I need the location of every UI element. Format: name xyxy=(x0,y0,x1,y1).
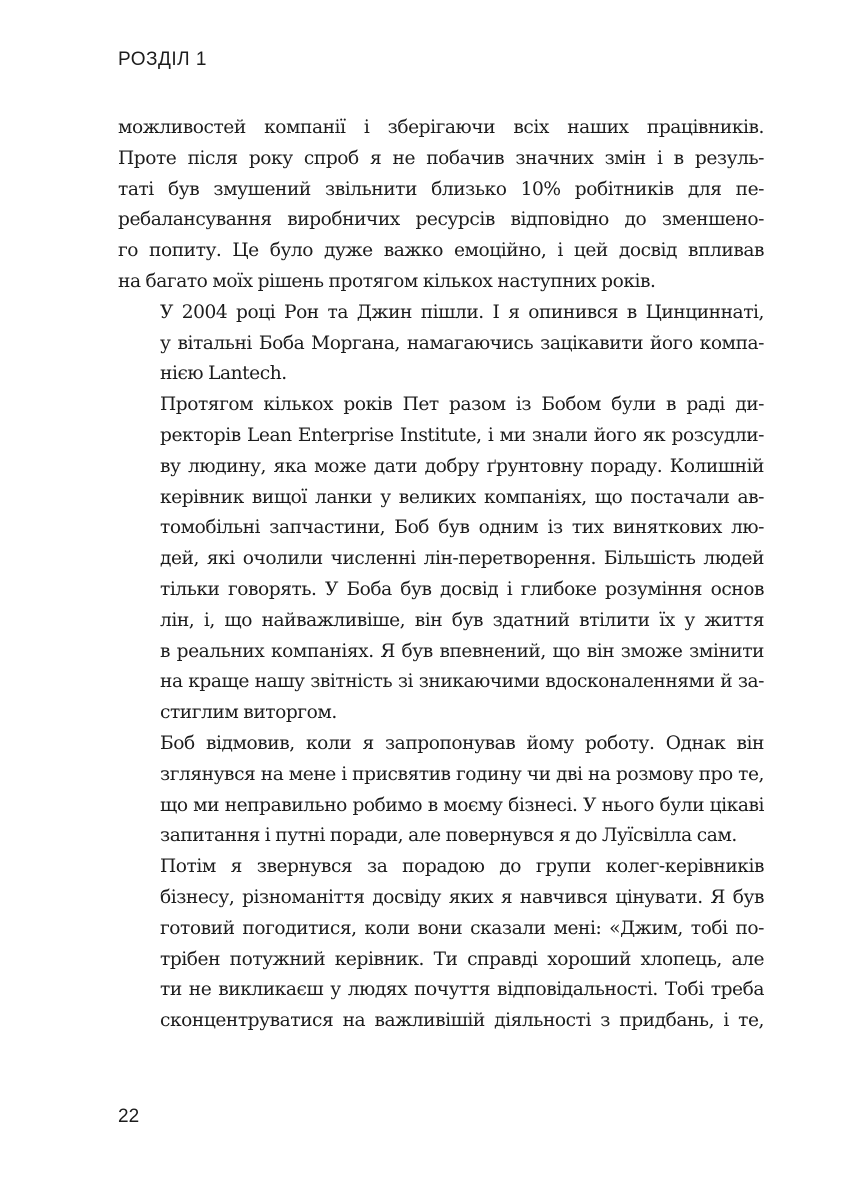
text-line: Проте після року спроб я не побачив значних змін і в резуль- xyxy=(118,147,764,169)
text-line: таті був змушений звільнити близько 10% робітників для пе- xyxy=(118,178,764,200)
text-line: Потім я звернувся за порадою до групи колег-керівників xyxy=(160,856,764,878)
paragraph xyxy=(118,729,764,852)
page-number: 22 xyxy=(118,1106,140,1127)
text-line: що ми неправильно робимо в моєму бізнесі. У нього були цікаві xyxy=(160,794,764,816)
text-line: можливостей компанії і зберігаючи всіх наших працівників. xyxy=(118,117,764,138)
paragraph xyxy=(118,298,764,390)
paragraph xyxy=(118,852,764,1037)
text-line: готовий погодитися, коли вони сказали мені: «Джим, тобі по- xyxy=(160,917,764,939)
text-line: Боб відмовив, коли я запропонував йому роботу. Однак він xyxy=(160,732,764,754)
text-line: трібен потужний керівник. Ти справді хороший хлопець, але xyxy=(160,948,764,970)
chapter-heading: РОЗДІЛ 1 xyxy=(118,49,207,70)
text-line: го попиту. Це було дуже важко емоційно, і цей досвід впливав xyxy=(118,240,764,262)
text-line: ребалансування виробничих ресурсів відповідно до зменшено- xyxy=(118,209,764,231)
text-line: дей, які очолили численні лін-перетворення. Більшість людей xyxy=(160,548,764,570)
text-line: у вітальні Боба Моргана, намагаючись зацікавити його компа- xyxy=(160,332,764,354)
text-line: сконцентруватися на важливішій діяльності з придбань, і те, xyxy=(160,1010,764,1032)
text-line: керівник вищої ланки у великих компаніях, що постачали ав- xyxy=(160,486,764,508)
paragraph xyxy=(118,113,764,298)
text-line: ректорів Lean Enterprise Institute, і ми знали його як розсудли- xyxy=(160,424,764,446)
text-line: тільки говорять. У Боба був досвід і глибоке розуміння основ xyxy=(160,578,764,600)
text-line: зглянувся на мене і присвятив годину чи дві на розмову про те, xyxy=(160,763,764,785)
text-line: Протягом кількох років Пет разом із Бобом були в раді ди- xyxy=(160,394,764,416)
text-line: томобільні запчастини, Боб був одним із тих виняткових лю- xyxy=(160,517,764,539)
paragraph xyxy=(118,390,764,729)
text-line: ву людину, яка може дати добру ґрунтовну пораду. Колишній xyxy=(160,455,764,477)
text-line: У 2004 році Рон та Джин пішли. І я опинився в Цинциннаті, xyxy=(160,301,764,323)
text-line: лін, і, що найважливіше, він був здатний втілити їх у життя xyxy=(160,609,764,631)
text-line: на багато моїх рішень протягом кількох наступних років. xyxy=(118,270,656,292)
body-text xyxy=(118,113,764,1037)
text-line: на краще нашу звітність зі зникаючими вдосконаленнями й за- xyxy=(160,671,764,693)
text-line: в реальних компаніях. Я був впевнений, що він зможе змінити xyxy=(160,640,764,662)
text-line: бізнесу, різноманіття досвіду яких я навчився цінувати. Я був xyxy=(160,886,764,908)
text-line: запитання і путні поради, але повернувся я до Луїсвілла сам. xyxy=(160,825,737,847)
text-line: стиглим виторгом. xyxy=(160,702,337,724)
text-line: ти не викликаєш у людях почуття відповідальності. Тобі треба xyxy=(160,979,764,1001)
text-line: нією Lantech. xyxy=(160,363,287,385)
